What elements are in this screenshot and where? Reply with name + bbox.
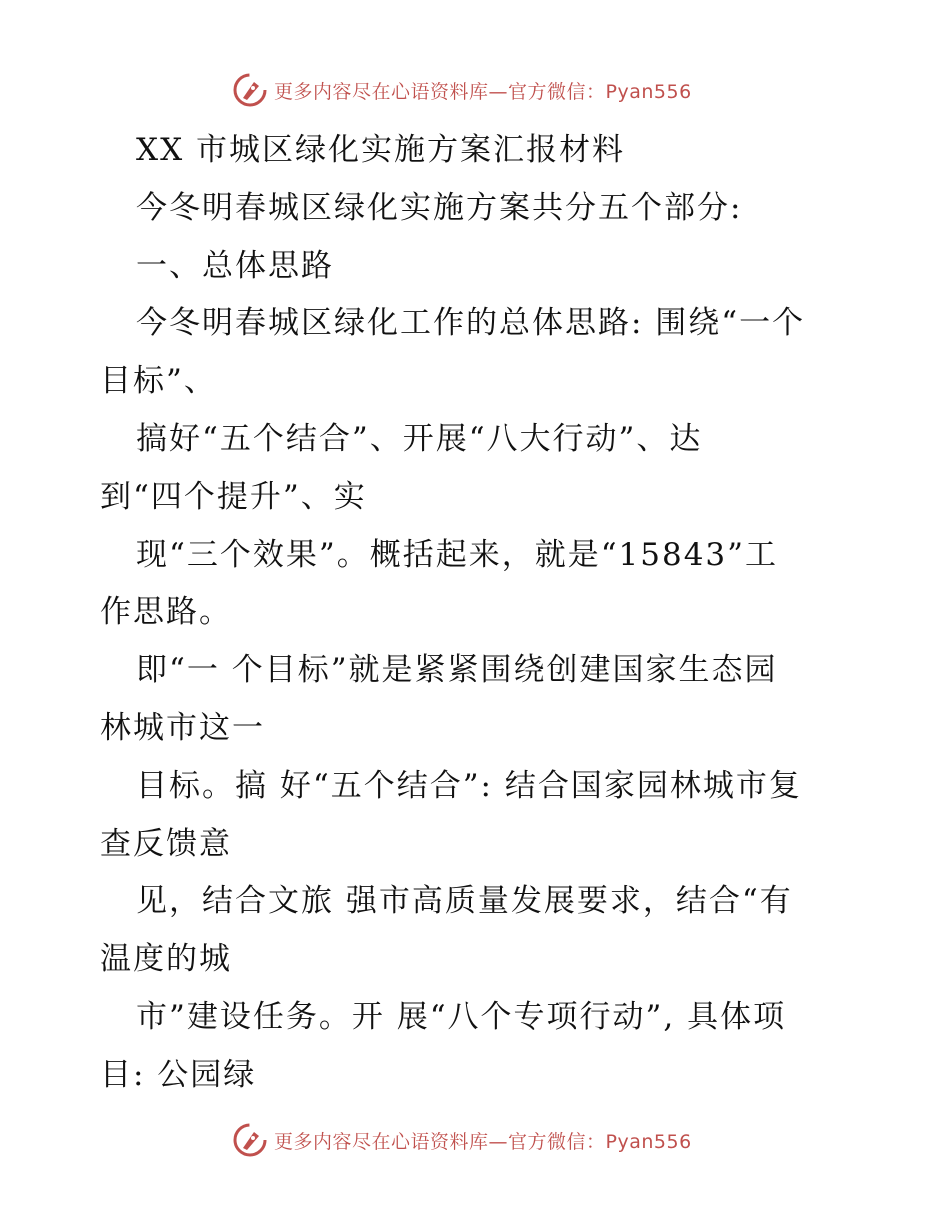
watermark-banner-bottom bbox=[232, 1120, 692, 1160]
fountain-pen-nib-icon bbox=[232, 72, 268, 108]
paragraph-line: 市”建设任务。开 展“八个专项行动”, 具体项 bbox=[136, 998, 787, 1035]
paragraph-line: 即“一 个目标”就是紧紧围绕创建国家生态园 bbox=[136, 652, 778, 689]
document-title: XX 市城区绿化实施方案汇报材料 bbox=[136, 132, 625, 168]
paragraph-line: 今冬明春城区绿化实施方案共分五个部分: bbox=[136, 189, 743, 226]
paragraph-line: 目标。搞 好“五个结合”: 结合国家园林城市复 bbox=[136, 767, 802, 804]
paragraph-line: 见，结合文旅 强市高质量发展要求，结合“有 bbox=[136, 883, 793, 920]
section-heading: 一、总体思路 bbox=[136, 247, 334, 284]
paragraph-line: 林城市这一 bbox=[100, 709, 265, 746]
paragraph-line: 目: 公园绿 bbox=[100, 1056, 257, 1093]
paragraph-line: 温度的城 bbox=[100, 941, 232, 978]
paragraph-line: 查反馈意 bbox=[100, 825, 232, 862]
paragraph-line: 目标”、 bbox=[100, 363, 217, 400]
paragraph-line: 到“四个提升”、实 bbox=[100, 478, 367, 515]
paragraph-line: 作思路。 bbox=[100, 594, 232, 631]
paragraph-line: 今冬明春城区绿化工作的总体思路: 围绕“一个 bbox=[136, 305, 806, 342]
watermark-banner-top bbox=[232, 70, 692, 110]
document-body bbox=[100, 122, 860, 1105]
fountain-pen-nib-icon bbox=[232, 1122, 268, 1158]
paragraph-line: 现“三个效果”。概括起来，就是“15843”工 bbox=[136, 536, 779, 573]
watermark-text: 更多内容尽在心语资料库—官方微信：Pyan556 bbox=[274, 80, 692, 103]
watermark-text: 更多内容尽在心语资料库—官方微信：Pyan556 bbox=[274, 1130, 692, 1153]
paragraph-line: 搞好“五个结合”、开展“八大行动”、达 bbox=[136, 420, 703, 457]
